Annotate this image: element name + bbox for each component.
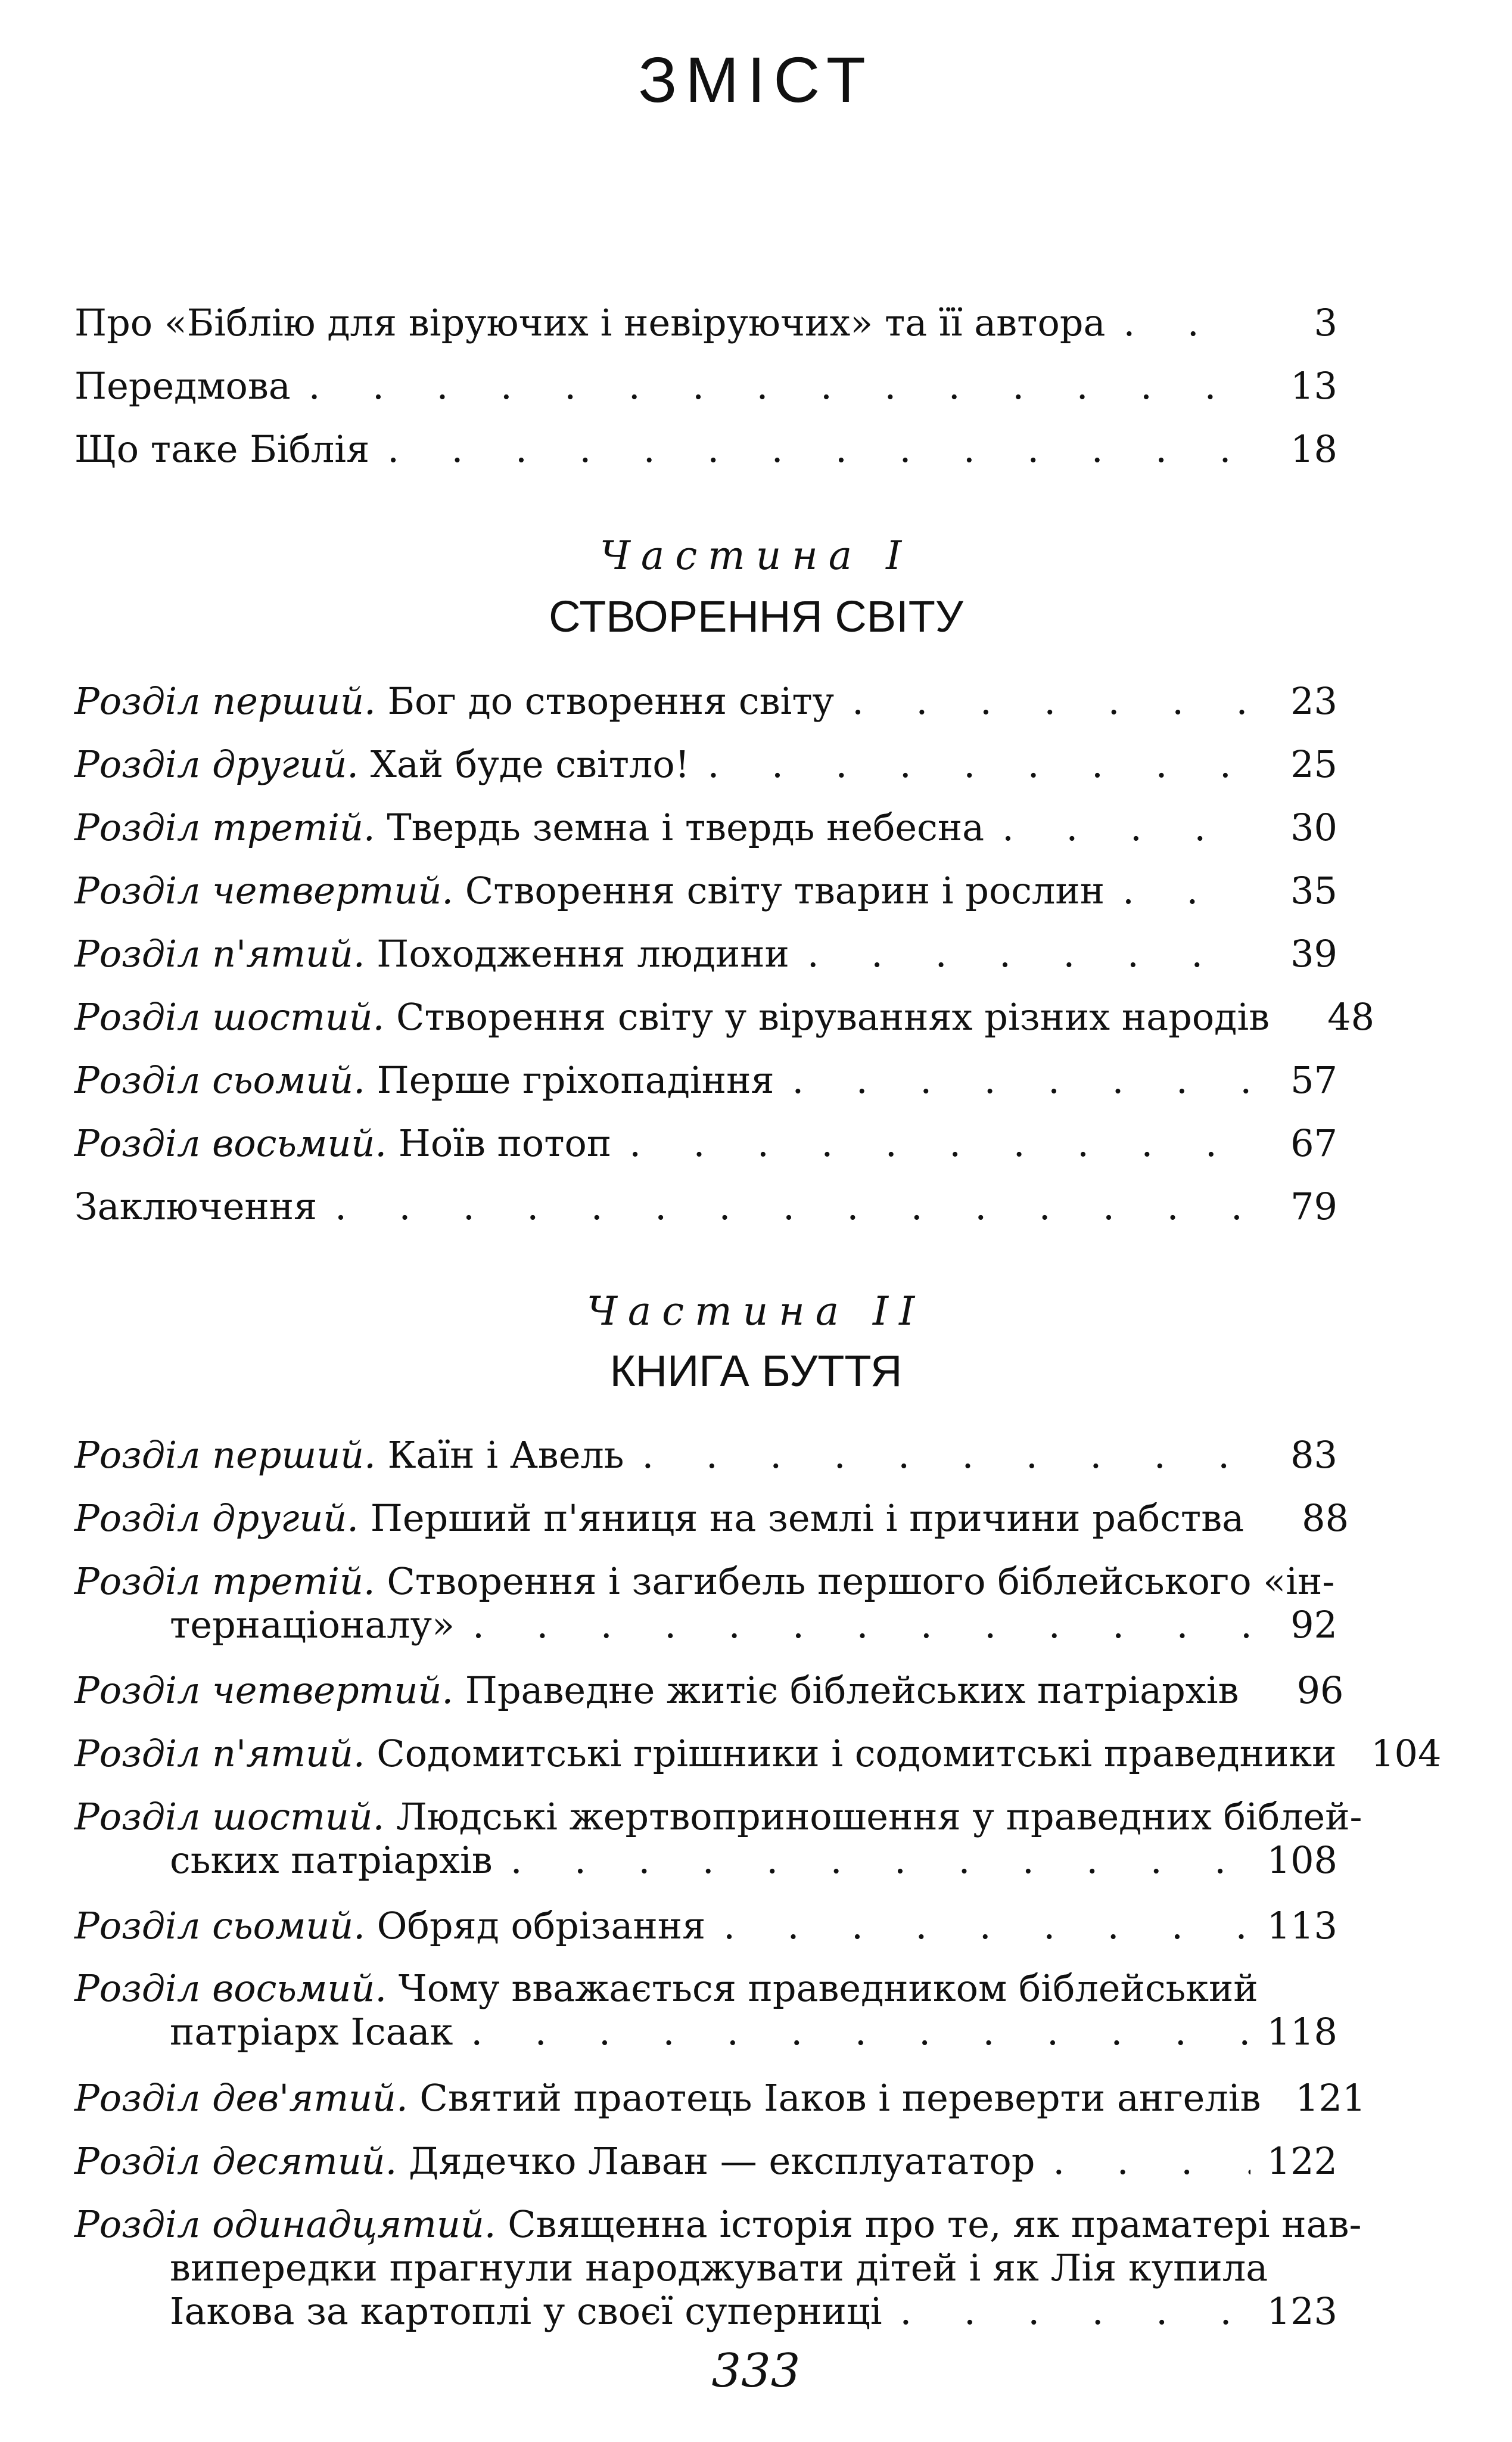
leader-dots	[472, 1603, 1250, 1646]
toc-entry[interactable]	[74, 1058, 1337, 1102]
chapter-label: Розділ перший.	[74, 679, 376, 723]
entry-page: 23	[1290, 679, 1337, 723]
entry-page: 88	[1302, 1496, 1349, 1540]
entry-page: 123	[1267, 2289, 1337, 2334]
entry-title-continued: патріарх Ісаак	[170, 2010, 453, 2054]
chapter-label: Розділ сьомий.	[74, 1904, 365, 1947]
entry-page: 118	[1267, 2010, 1337, 2054]
leader-dots	[1053, 2139, 1250, 2183]
entry-title-continued: ських патріархів	[170, 1838, 493, 1882]
entry-title: Святий праотець Іаков і переверти ангелів	[419, 2076, 1261, 2120]
entry-title: Хай буде світло!	[370, 742, 690, 786]
entry-page: 113	[1267, 1904, 1337, 1947]
chapter-label: Розділ третій.	[74, 1559, 375, 1603]
toc-entry[interactable]	[74, 1185, 1337, 1228]
toc-entry[interactable]	[74, 2202, 1362, 2334]
chapter-label: Розділ третій.	[74, 806, 375, 849]
chapter-label: Розділ п'ятий.	[74, 932, 365, 975]
entry-page: 83	[1290, 1433, 1337, 1477]
toc-entry[interactable]	[74, 679, 1337, 723]
leader-dots	[1122, 869, 1250, 912]
entry-page: 48	[1327, 995, 1375, 1039]
entry-page: 18	[1290, 427, 1337, 471]
leader-dots	[335, 1185, 1250, 1228]
entry-page: 92	[1290, 1603, 1337, 1647]
chapter-label: Розділ десятий.	[74, 2139, 397, 2183]
leader-dots	[723, 1904, 1250, 1947]
entry-page: 79	[1290, 1185, 1337, 1228]
chapter-label: Розділ восьмий.	[74, 1966, 387, 2010]
entry-title: Заключення	[74, 1185, 318, 1228]
toc-entry[interactable]	[74, 1732, 1442, 1775]
entry-title: Створення і загибель першого біблейського «ін-	[387, 1559, 1335, 1603]
toc-entry[interactable]	[74, 2076, 1366, 2120]
leader-dots	[792, 1058, 1250, 1102]
toc-entry[interactable]	[74, 1496, 1349, 1540]
chapter-label: Розділ другий.	[74, 1496, 359, 1540]
chapter-label: Розділ дев'ятий.	[74, 2076, 408, 2120]
leader-dots	[807, 932, 1250, 975]
entry-title: Обряд обрізання	[377, 1904, 706, 1947]
toc-entry[interactable]	[74, 301, 1337, 344]
entry-title: Створення світу тварин і рослин	[465, 869, 1105, 912]
entry-title: Бог до створення світу	[387, 679, 835, 723]
entry-page: 39	[1290, 932, 1337, 975]
entry-title: Дядечко Лаван — експлуататор	[409, 2139, 1035, 2183]
leader-dots	[900, 2289, 1250, 2333]
entry-title: Твердь земна і твердь небесна	[387, 806, 985, 849]
entry-page: 104	[1371, 1732, 1442, 1775]
entry-page: 96	[1296, 1669, 1344, 1712]
toc-entry[interactable]	[74, 1795, 1362, 1882]
entry-title: Каїн і Авель	[387, 1433, 624, 1477]
toc-entry[interactable]	[74, 1121, 1337, 1165]
entry-title: Перший п'яниця на землі і причини рабства	[370, 1496, 1245, 1540]
toc-entry[interactable]	[74, 995, 1375, 1039]
toc-entry[interactable]	[74, 427, 1337, 471]
toc-entry[interactable]	[74, 1904, 1337, 1947]
leader-dots	[629, 1121, 1250, 1165]
entry-page: 122	[1267, 2139, 1337, 2183]
entry-title: Що таке Біблія	[74, 427, 370, 471]
entry-page: 35	[1290, 869, 1337, 912]
entry-page: 30	[1290, 806, 1337, 849]
chapter-label: Розділ восьмий.	[74, 1121, 387, 1165]
entry-page: 67	[1290, 1121, 1337, 1165]
toc-entry[interactable]	[74, 806, 1337, 849]
chapter-label: Розділ четвертий.	[74, 1669, 454, 1712]
entry-title-continued: випередки прагнули народжувати дітей і як Лія купила	[170, 2246, 1268, 2290]
part-title: СТВОРЕННЯ СВІТУ	[549, 592, 963, 641]
page-number: 333	[711, 2344, 801, 2398]
entry-title: Людські жертвоприношення у праведних біблей-	[396, 1795, 1362, 1838]
chapter-label: Розділ шостий.	[74, 995, 385, 1039]
entry-title-continued: тернаціоналу»	[170, 1603, 455, 1647]
toc-entry[interactable]	[74, 1433, 1337, 1477]
entry-title: Священна історія про те, як праматері нав-	[508, 2202, 1362, 2246]
leader-dots	[471, 2010, 1250, 2053]
entry-title-continued: Іакова за картоплі у своєї суперниці	[170, 2289, 882, 2334]
entry-page: 57	[1290, 1058, 1337, 1102]
entry-title: Ноїв потоп	[398, 1121, 612, 1165]
toc-entry[interactable]	[74, 742, 1337, 786]
toc-entry[interactable]	[74, 869, 1337, 912]
leader-dots	[642, 1433, 1250, 1477]
chapter-label: Розділ одинадцятий.	[74, 2202, 496, 2246]
toc-entry[interactable]	[74, 1966, 1337, 2053]
entry-title: Содомитські грішники і содомитські праведники	[377, 1732, 1337, 1775]
entry-page: 25	[1290, 742, 1337, 786]
entry-title: Створення світу у віруваннях різних народів	[396, 995, 1270, 1039]
entry-title: Перше гріхопадіння	[377, 1058, 774, 1102]
toc-entry[interactable]	[74, 2139, 1337, 2183]
leader-dots	[309, 364, 1250, 408]
toc-entry[interactable]	[74, 1559, 1337, 1646]
entry-title: Чому вважається праведником біблейський	[398, 1966, 1258, 2010]
entry-title: Праведне житіє біблейських патріархів	[465, 1669, 1239, 1712]
entry-page: 13	[1290, 364, 1337, 408]
chapter-label: Розділ перший.	[74, 1433, 376, 1477]
leader-dots	[708, 742, 1250, 786]
toc-entry[interactable]	[74, 1669, 1344, 1712]
leader-dots	[852, 679, 1250, 723]
chapter-label: Розділ п'ятий.	[74, 1732, 365, 1775]
entry-page: 108	[1267, 1838, 1337, 1882]
toc-entry[interactable]	[74, 932, 1337, 975]
chapter-label: Розділ сьомий.	[74, 1058, 365, 1102]
part-label: Частина ІІ	[586, 1288, 926, 1334]
entry-title: Про «Біблію для віруючих і невіруючих» та її автора	[74, 301, 1106, 344]
part-title: КНИГА БУТТЯ	[609, 1346, 903, 1396]
leader-dots	[387, 427, 1250, 471]
leader-dots	[511, 1838, 1250, 1882]
page-title: ЗМІСТ	[638, 44, 874, 116]
entry-title: Передмова	[74, 364, 291, 408]
chapter-label: Розділ другий.	[74, 742, 359, 786]
entry-page: 121	[1295, 2076, 1366, 2120]
toc-entry[interactable]	[74, 364, 1337, 408]
chapter-label: Розділ шостий.	[74, 1795, 385, 1838]
part-label: Частина І	[599, 533, 913, 579]
chapter-label: Розділ четвертий.	[74, 869, 454, 912]
entry-title: Походження людини	[377, 932, 789, 975]
leader-dots	[1002, 806, 1250, 849]
leader-dots	[1123, 301, 1250, 344]
entry-page: 3	[1314, 301, 1337, 344]
